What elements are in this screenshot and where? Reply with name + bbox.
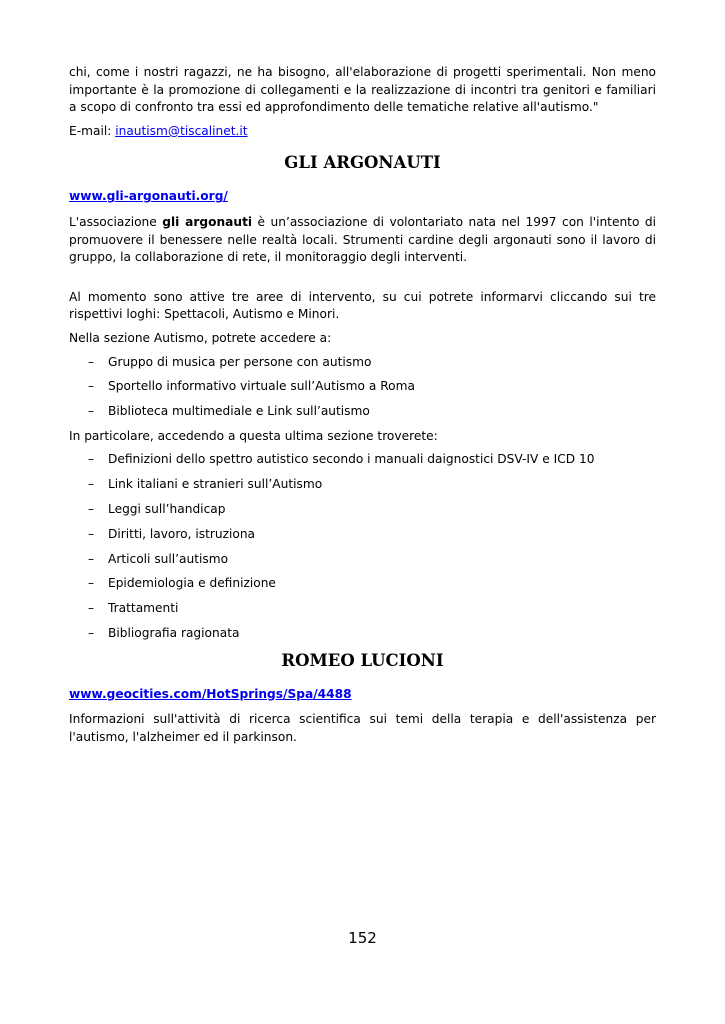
page-number: 152	[348, 929, 377, 947]
dash-bullet: –	[88, 404, 95, 419]
list-item	[69, 551, 656, 569]
list-item	[69, 575, 656, 593]
list-item-text: Trattamenti	[108, 601, 179, 616]
dash-bullet: –	[88, 526, 95, 541]
dash-bullet: –	[88, 477, 95, 492]
library-contents-list	[69, 451, 656, 642]
email-line	[69, 123, 656, 141]
email-link[interactable]: inautism@tiscalinet.it	[115, 123, 248, 138]
dash-bullet: –	[88, 576, 95, 591]
argonauti-description	[69, 214, 656, 267]
list-item-text: Epidemiologia e definizione	[108, 576, 276, 591]
document-page	[69, 64, 656, 747]
argonauti-areas-paragraph: Al momento sono attive tre aree di intervento, su cui potrete informarvi cliccando sui tre rispettivi loghi: Spettacoli, Autismo e Minori.	[69, 289, 656, 322]
lucioni-website-link[interactable]: www.geocities.com/HotSprings/Spa/4488	[69, 686, 352, 701]
list-item	[69, 354, 656, 372]
list-item-text: Articoli sull’autismo	[108, 551, 229, 566]
list-item-text: Gruppo di musica per persone con autismo	[108, 354, 372, 369]
list-item	[69, 526, 656, 544]
email-label: E-mail:	[69, 123, 116, 138]
section-title-argonauti: GLI ARGONAUTI	[284, 153, 441, 173]
list-item-text: Sportello informativo virtuale sull’Autismo a Roma	[108, 379, 415, 394]
desc-prefix: L'associazione	[69, 214, 163, 229]
list-item-text: Bibliografia ragionata	[108, 625, 240, 640]
list-item	[69, 403, 656, 421]
library-section-lead: In particolare, accedendo a questa ultima sezione troverete:	[69, 428, 438, 443]
lucioni-description: Informazioni sull'attività di ricerca scientifica sui temi della terapia e dell'assistenza per l'autismo, l'alzheimer ed il parkinson.	[69, 712, 656, 744]
dash-bullet: –	[88, 502, 95, 517]
list-item-text: Diritti, lavoro, istruziona	[108, 526, 256, 541]
dash-bullet: –	[88, 379, 95, 394]
desc-bold-name: gli argonauti	[162, 214, 253, 229]
dash-bullet: –	[88, 354, 95, 369]
desc-rest: è un’associazione di volontariato nata nel 1997 con l'intento di promuovere il benessere nelle realtà locali. Strumenti cardine degli argonauti sono il lavoro di gruppo, la collaborazione di rete, il monitoraggio degli interventi.	[69, 214, 656, 265]
intro-paragraph: chi, come i nostri ragazzi, ne ha bisogno, all'elaborazione di progetti sperimentali. Non meno importante è la promozione di collegamenti e la realizzazione di incontri tra genitori e familiari a scopo di confronto tra essi ed approfondimento delle tematiche relative all'autismo."	[69, 65, 656, 115]
list-item	[69, 501, 656, 519]
autism-section-list	[69, 354, 656, 421]
autism-section-lead: Nella sezione Autismo, potrete accedere a:	[69, 330, 332, 345]
dash-bullet: –	[88, 551, 95, 566]
section-title-lucioni: ROMEO LUCIONI	[281, 650, 444, 670]
list-item	[69, 451, 656, 469]
list-item-text: Link italiani e stranieri sull’Autismo	[108, 477, 323, 492]
dash-bullet: –	[88, 452, 95, 467]
list-item	[69, 600, 656, 618]
list-item	[69, 625, 656, 643]
dash-bullet: –	[88, 625, 95, 640]
list-item-text: Definizioni dello spettro autistico secondo i manuali daignostici DSV-IV e ICD 10	[108, 452, 595, 467]
dash-bullet: –	[88, 601, 95, 616]
list-item	[69, 378, 656, 396]
argonauti-website-link[interactable]: www.gli-argonauti.org/	[69, 189, 228, 204]
list-item	[69, 476, 656, 494]
list-item-text: Leggi sull’handicap	[108, 502, 226, 517]
list-item-text: Biblioteca multimediale e Link sull’autismo	[108, 404, 370, 419]
